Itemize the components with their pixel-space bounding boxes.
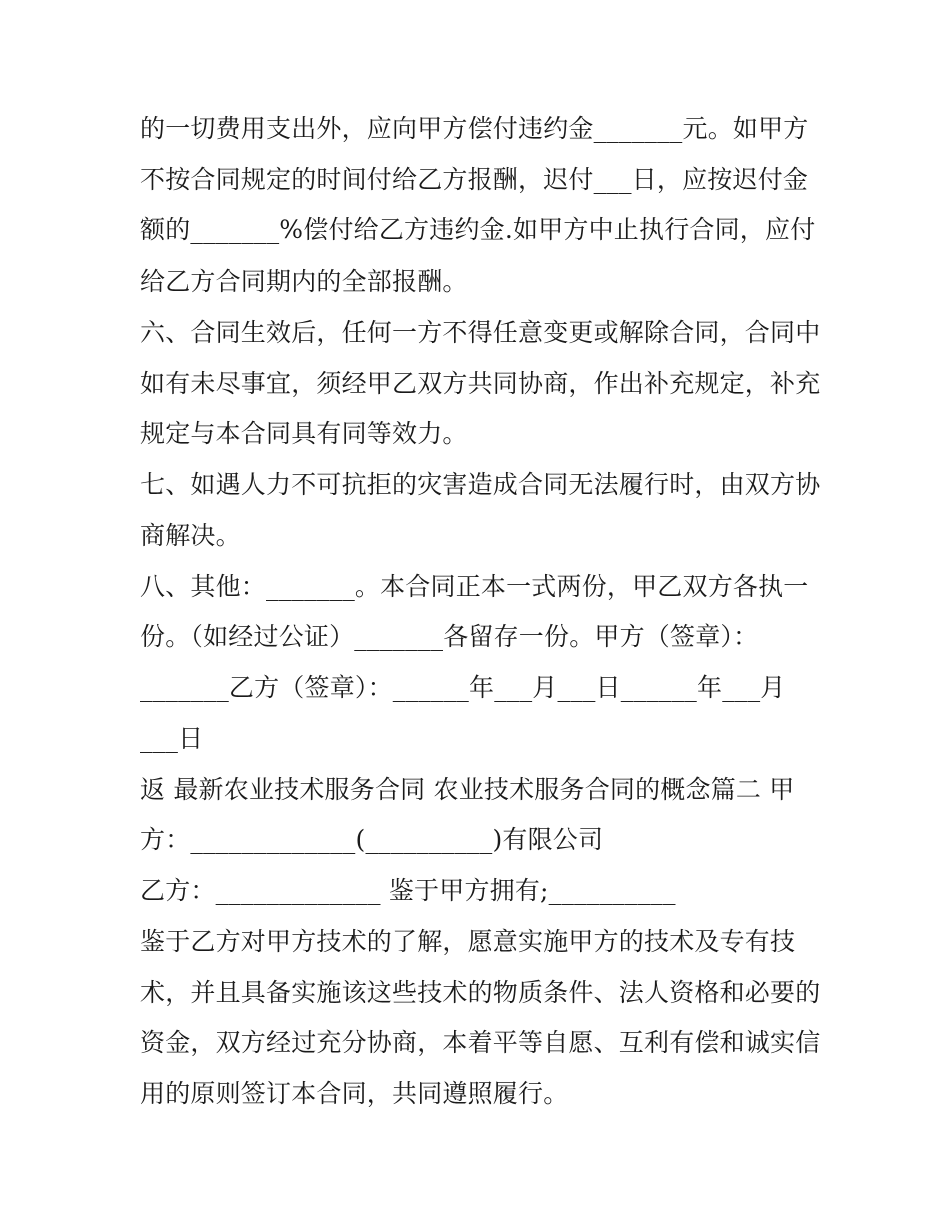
text-line: 六、合同生效后，任何一方不得任意变更或解除合同，合同中 xyxy=(140,318,821,347)
text-line: 的一切费用支出外，应向甲方偿付违约金_______元。如甲方 xyxy=(140,114,809,143)
text-line: 七、如遇人力不可抗拒的灾害造成合同无法履行时，由双方协 xyxy=(140,470,821,499)
text-line: 用的原则签订本合同，共同遵照履行。 xyxy=(140,1079,569,1108)
party-b-line: 乙方：_____________ 鉴于甲方拥有;__________ xyxy=(140,876,676,905)
text-line: 份。（如经过公证）_______各留存一份。甲方（签章）： xyxy=(140,622,759,651)
text-line: ___日 xyxy=(140,724,204,753)
text-line: 术，并且具备实施该这些技术的物质条件、法人资格和必要的 xyxy=(140,978,821,1007)
text-line: 鉴于乙方对甲方技术的了解，愿意实施甲方的技术及专有技 xyxy=(140,927,796,956)
party-a-line: 方：_____________(__________)有限公司 xyxy=(140,825,604,854)
text-line: _______乙方（签章）：______年___月___日______年___月 xyxy=(140,673,786,702)
text-line: 资金，双方经过充分协商，本着平等自愿、互利有偿和诚实信 xyxy=(140,1028,821,1057)
text-line: 给乙方合同期内的全部报酬。 xyxy=(140,267,468,296)
section-heading: 返 最新农业技术服务合同 农业技术服务合同的概念篇二 甲 xyxy=(140,775,795,804)
text-line: 如有未尽事宜，须经甲乙双方共同协商，作出补充规定，补充 xyxy=(140,369,821,398)
text-line: 规定与本合同具有同等效力。 xyxy=(140,419,468,448)
text-line: 八、其他：_______。本合同正本一式两份，甲乙双方各执一 xyxy=(140,572,809,601)
text-line: 不按合同规定的时间付给乙方报酬，迟付___日，应按迟付金 xyxy=(140,165,809,194)
text-line: 商解决。 xyxy=(140,521,241,550)
text-line: 额的_______%偿付给乙方违约金.如甲方中止执行合同，应付 xyxy=(140,215,816,244)
